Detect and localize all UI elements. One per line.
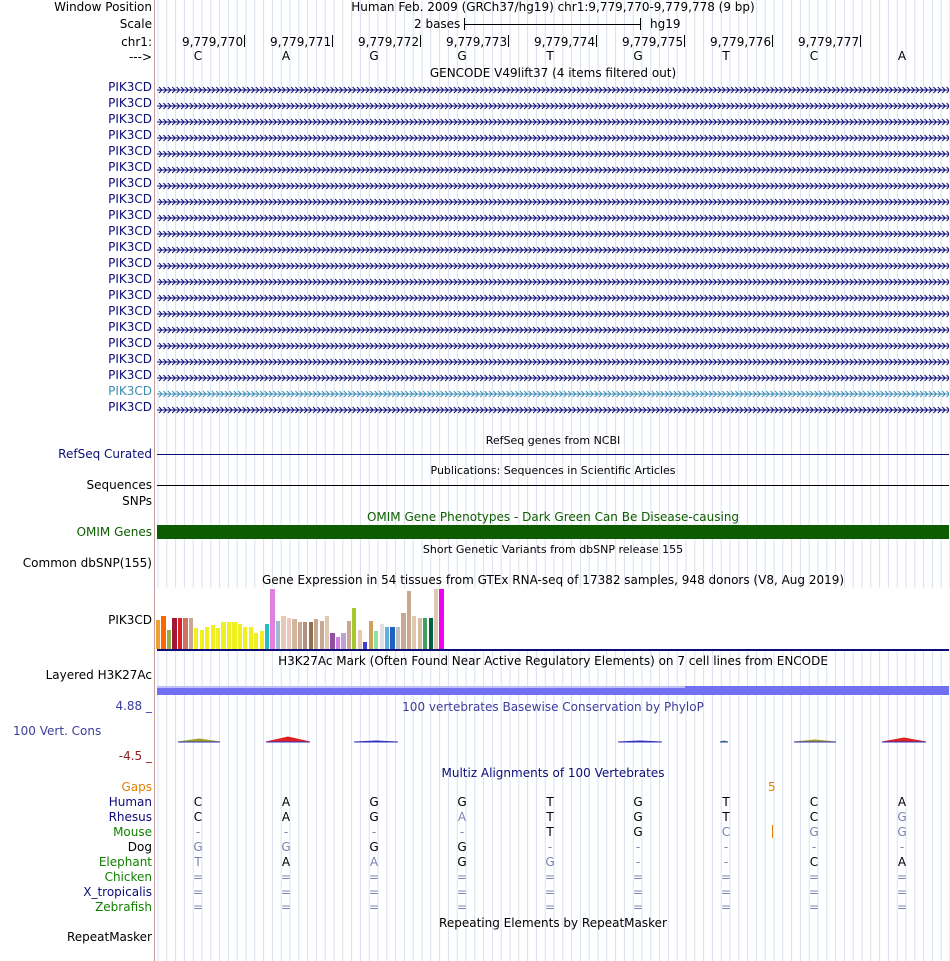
alignment-base: =: [280, 870, 292, 884]
phylop-max-label: 4.88 _: [115, 699, 152, 713]
gencode-gene-label[interactable]: PIK3CD: [108, 176, 152, 190]
position-tick: [332, 35, 333, 47]
position-tick: [244, 35, 245, 47]
phylop-title: 100 vertebrates Basewise Conservation by PhyloP: [402, 700, 704, 714]
alignment-base: A: [897, 855, 907, 869]
alignment-base: =: [808, 870, 820, 884]
position-label: 9,779,774: [534, 35, 596, 49]
gtex-tissue-bar[interactable]: [434, 589, 438, 649]
alignment-base: T: [194, 855, 202, 869]
gtex-tissue-bar[interactable]: [439, 589, 443, 649]
position-tick: [772, 35, 773, 47]
alignment-base: G: [193, 840, 203, 854]
gencode-gene-label[interactable]: PIK3CD: [108, 208, 152, 222]
gtex-tissue-bar[interactable]: [270, 589, 274, 649]
gencode-transcript[interactable]: [157, 387, 949, 395]
alignment-base: =: [368, 870, 380, 884]
gencode-gene-label[interactable]: PIK3CD: [108, 272, 152, 286]
gtex-title: Gene Expression in 54 tissues from GTEx RNA-seq of 17382 samples, 948 donors (V8, Aug 2019): [261, 573, 845, 587]
alignment-base: A: [281, 855, 291, 869]
species-label[interactable]: Dog: [127, 840, 152, 854]
publications-line[interactable]: [157, 485, 949, 486]
h3k27ac-label[interactable]: Layered H3K27Ac: [45, 668, 152, 682]
species-label[interactable]: Elephant: [98, 855, 152, 869]
species-label[interactable]: X_tropicalis: [83, 885, 152, 899]
gencode-transcript[interactable]: [157, 307, 949, 315]
dbsnp-title: Short Genetic Variants from dbSNP release 155: [422, 543, 684, 556]
gencode-gene-label[interactable]: PIK3CD: [108, 336, 152, 350]
position-label: 9,779,771: [270, 35, 332, 49]
alignment-base: =: [808, 885, 820, 899]
gtex-label[interactable]: PIK3CD: [108, 613, 152, 627]
gtex-tissue-bar[interactable]: [227, 622, 231, 649]
alignment-base: G: [897, 825, 907, 839]
gencode-gene-label[interactable]: PIK3CD: [108, 144, 152, 158]
phylop-graph[interactable]: [156, 730, 950, 755]
label-divider: [154, 0, 155, 961]
gencode-transcript[interactable]: [157, 179, 949, 187]
alignment-base: =: [808, 900, 820, 914]
position-label: 9,779,776: [710, 35, 772, 49]
gencode-gene-label[interactable]: PIK3CD: [108, 224, 152, 238]
alignment-base: -: [459, 825, 465, 839]
gtex-tissue-bar[interactable]: [418, 618, 422, 649]
gencode-gene-label[interactable]: PIK3CD: [108, 112, 152, 126]
position-tick: [508, 35, 509, 47]
gencode-gene-label[interactable]: PIK3CD: [108, 240, 152, 254]
alignment-base: =: [720, 900, 732, 914]
gencode-gene-label[interactable]: PIK3CD: [108, 80, 152, 94]
alignment-base: -: [899, 840, 905, 854]
position-label: 9,779,773: [446, 35, 508, 49]
gtex-tissue-bar[interactable]: [423, 618, 427, 649]
alignment-base: G: [809, 825, 819, 839]
alignment-base: G: [897, 810, 907, 824]
gtex-tissue-bar[interactable]: [216, 628, 220, 649]
gencode-gene-label[interactable]: PIK3CD: [108, 320, 152, 334]
base-letter: G: [457, 49, 467, 63]
phylop-peak: [266, 737, 310, 742]
alignment-base: C: [193, 810, 203, 824]
refseq-line[interactable]: [157, 454, 949, 455]
gtex-tissue-bar[interactable]: [194, 628, 198, 649]
gencode-transcript[interactable]: [157, 243, 949, 251]
phylop-peak: [882, 738, 926, 742]
gtex-tissue-bar[interactable]: [358, 630, 362, 649]
dbsnp-label[interactable]: Common dbSNP(155): [22, 556, 152, 570]
base-letter: T: [546, 49, 554, 63]
gencode-gene-label[interactable]: PIK3CD: [108, 128, 152, 142]
gencode-transcript[interactable]: [157, 99, 949, 107]
species-label[interactable]: Zebrafish: [95, 900, 152, 914]
alignment-base: =: [544, 870, 556, 884]
alignment-base: -: [723, 855, 729, 869]
alignment-base: G: [369, 795, 379, 809]
gtex-tissue-bar[interactable]: [314, 619, 318, 649]
gtex-tissue-bar[interactable]: [352, 608, 356, 649]
alignment-base: -: [283, 825, 289, 839]
position-tick: [860, 35, 861, 47]
gtex-tissue-bar[interactable]: [309, 622, 313, 649]
gtex-tissue-bar[interactable]: [200, 630, 204, 649]
gtex-tissue-bar[interactable]: [396, 627, 400, 649]
omim-title: OMIM Gene Phenotypes - Dark Green Can Be Disease-causing: [366, 510, 740, 524]
gtex-tissue-bar[interactable]: [374, 631, 378, 649]
position-tick: [684, 35, 685, 47]
position-label: 9,779,777: [798, 35, 860, 49]
alignment-base: A: [457, 810, 467, 824]
gencode-transcript[interactable]: [157, 163, 949, 171]
gencode-transcript[interactable]: [157, 275, 949, 283]
gtex-tissue-bar[interactable]: [407, 591, 411, 649]
gtex-tissue-bar[interactable]: [325, 616, 329, 649]
gencode-gene-label[interactable]: PIK3CD: [108, 192, 152, 206]
gencode-transcript[interactable]: [157, 147, 949, 155]
gtex-tissue-bar[interactable]: [265, 624, 269, 649]
h3k27ac-title: H3K27Ac Mark (Often Found Near Active Regulatory Elements) on 7 cell lines from ENCODE: [278, 654, 828, 668]
gtex-tissue-bar[interactable]: [363, 642, 367, 649]
refseq-label[interactable]: RefSeq Curated: [58, 447, 152, 461]
position-label: 9,779,775: [622, 35, 684, 49]
gtex-tissue-bar[interactable]: [320, 621, 324, 649]
alignment-base: G: [457, 795, 467, 809]
gencode-transcript[interactable]: [157, 339, 949, 347]
alignment-base: =: [632, 900, 644, 914]
gencode-title: GENCODE V49lift37 (4 items filtered out): [429, 66, 677, 80]
gtex-tissue-bar[interactable]: [183, 618, 187, 649]
gtex-tissue-bar[interactable]: [390, 627, 394, 649]
alignment-base: C: [809, 810, 819, 824]
gtex-tissue-bar[interactable]: [161, 616, 165, 649]
gtex-tissue-bar[interactable]: [281, 616, 285, 649]
omim-bar[interactable]: [157, 525, 949, 539]
gtex-tissue-bar[interactable]: [276, 621, 280, 649]
gtex-tissue-bar[interactable]: [254, 633, 258, 649]
alignment-base: G: [457, 840, 467, 854]
h3k27ac-signal-top: [157, 686, 685, 688]
publications-label[interactable]: Sequences: [86, 478, 152, 492]
gap-marker: [772, 825, 773, 838]
gencode-transcript[interactable]: [157, 83, 949, 91]
omim-label[interactable]: OMIM Genes: [76, 525, 152, 539]
gencode-gene-label[interactable]: PIK3CD: [108, 304, 152, 318]
position-label: 9,779,770: [182, 35, 244, 49]
alignment-base: =: [456, 870, 468, 884]
gtex-tissue-bar[interactable]: [205, 627, 209, 649]
gtex-tissue-bar[interactable]: [298, 622, 302, 649]
alignment-base: -: [811, 840, 817, 854]
alignment-base: A: [897, 795, 907, 809]
window-position-label: Window Position: [54, 0, 152, 14]
alignment-base: -: [635, 855, 641, 869]
alignment-base: =: [280, 900, 292, 914]
base-letter: T: [722, 49, 730, 63]
alignment-base: -: [195, 825, 201, 839]
gtex-tissue-bar[interactable]: [401, 613, 405, 649]
gtex-tissue-bar[interactable]: [189, 618, 193, 649]
alignment-base: =: [192, 900, 204, 914]
scale-bar: [464, 24, 641, 25]
alignment-base: G: [633, 795, 643, 809]
gtex-tissue-bar[interactable]: [156, 620, 160, 649]
scale-assembly: hg19: [650, 17, 681, 31]
alignment-base: -: [371, 825, 377, 839]
alignment-base: C: [193, 795, 203, 809]
alignment-base: A: [281, 810, 291, 824]
gtex-tissue-bar[interactable]: [385, 627, 389, 649]
gencode-gene-label[interactable]: PIK3CD: [108, 96, 152, 110]
publications-title: Publications: Sequences in Scientific Articles: [430, 464, 676, 477]
alignment-base: -: [547, 840, 553, 854]
gencode-gene-label[interactable]: PIK3CD: [108, 256, 152, 270]
phylop-label[interactable]: 100 Vert. Cons: [13, 724, 102, 738]
alignment-base: C: [721, 825, 731, 839]
alignment-base: C: [809, 855, 819, 869]
gtex-tissue-bar[interactable]: [347, 621, 351, 649]
alignment-base: =: [896, 885, 908, 899]
gencode-transcript[interactable]: [157, 131, 949, 139]
alignment-base: =: [368, 885, 380, 899]
gtex-tissue-bar[interactable]: [178, 618, 182, 649]
gtex-tissue-bar[interactable]: [380, 624, 384, 649]
strand-label: --->: [128, 50, 152, 64]
base-letter: A: [281, 49, 291, 63]
phylop-min-label: -4.5 _: [118, 749, 152, 763]
gtex-tissue-bar[interactable]: [232, 622, 236, 649]
gencode-transcript[interactable]: [157, 355, 949, 363]
gencode-transcript[interactable]: [157, 195, 949, 203]
gtex-tissue-bar[interactable]: [336, 637, 340, 649]
gencode-transcript[interactable]: [157, 227, 949, 235]
base-letter: G: [369, 49, 379, 63]
gencode-transcript[interactable]: [157, 371, 949, 379]
alignment-base: G: [281, 840, 291, 854]
base-letter: G: [633, 49, 643, 63]
alignment-base: =: [280, 885, 292, 899]
alignment-base: T: [546, 825, 554, 839]
gtex-tissue-bar[interactable]: [172, 618, 176, 649]
gtex-tissue-bar[interactable]: [303, 622, 307, 649]
base-letter: A: [897, 49, 907, 63]
gap-count: 5: [768, 780, 776, 794]
gtex-tissue-bar[interactable]: [243, 627, 247, 649]
species-label[interactable]: Mouse: [113, 825, 152, 839]
gencode-gene-label[interactable]: PIK3CD: [108, 384, 152, 398]
gtex-tissue-bar[interactable]: [292, 619, 296, 649]
multiz-title: Multiz Alignments of 100 Vertebrates: [441, 766, 665, 780]
alignment-base: =: [896, 870, 908, 884]
gencode-transcript[interactable]: [157, 291, 949, 299]
position-tick: [420, 35, 421, 47]
position-tick: [596, 35, 597, 47]
alignment-base: =: [896, 900, 908, 914]
alignment-base: -: [723, 840, 729, 854]
gencode-gene-label[interactable]: PIK3CD: [108, 368, 152, 382]
alignment-base: =: [192, 870, 204, 884]
alignment-base: T: [722, 810, 730, 824]
gtex-tissue-bar[interactable]: [260, 631, 264, 649]
base-letter: C: [809, 49, 819, 63]
alignment-base: -: [635, 840, 641, 854]
gtex-tissue-bar[interactable]: [211, 625, 215, 649]
alignment-base: =: [456, 900, 468, 914]
alignment-base: A: [281, 795, 291, 809]
gtex-tissue-bar[interactable]: [429, 618, 433, 649]
species-label[interactable]: Rhesus: [108, 810, 152, 824]
chrom-label: chr1:: [121, 35, 152, 49]
gencode-gene-label[interactable]: PIK3CD: [108, 160, 152, 174]
gtex-tissue-bar[interactable]: [330, 633, 334, 649]
position-label: 9,779,772: [358, 35, 420, 49]
gtex-tissue-bar[interactable]: [238, 624, 242, 649]
alignment-base: =: [720, 870, 732, 884]
gencode-transcript[interactable]: [157, 115, 949, 123]
gencode-transcript[interactable]: [157, 323, 949, 331]
species-label[interactable]: Human: [108, 795, 152, 809]
species-label[interactable]: Chicken: [104, 870, 152, 884]
gencode-transcript[interactable]: [157, 211, 949, 219]
gencode-gene-label[interactable]: PIK3CD: [108, 400, 152, 414]
refseq-title: RefSeq genes from NCBI: [485, 434, 621, 447]
alignment-base: =: [456, 885, 468, 899]
alignment-base: =: [368, 900, 380, 914]
gtex-tissue-bar[interactable]: [369, 621, 373, 649]
gencode-transcript[interactable]: [157, 259, 949, 267]
alignment-base: G: [633, 810, 643, 824]
gaps-label: Gaps: [121, 780, 152, 794]
alignment-base: G: [369, 810, 379, 824]
gtex-tissue-bar[interactable]: [249, 627, 253, 649]
gtex-baseline: [157, 649, 949, 651]
gtex-tissue-bar[interactable]: [221, 622, 225, 649]
base-letter: C: [193, 49, 203, 63]
gtex-tissue-bar[interactable]: [287, 618, 291, 649]
alignment-base: =: [544, 900, 556, 914]
alignment-base: =: [192, 885, 204, 899]
gtex-tissue-bar[interactable]: [341, 633, 345, 649]
alignment-base: G: [545, 855, 555, 869]
alignment-base: T: [722, 795, 730, 809]
snps-label[interactable]: SNPs: [122, 494, 152, 508]
alignment-base: G: [633, 825, 643, 839]
repeatmasker-title: Repeating Elements by RepeatMasker: [439, 916, 667, 930]
alignment-base: G: [369, 840, 379, 854]
alignment-base: =: [632, 870, 644, 884]
repeatmasker-label[interactable]: RepeatMasker: [66, 930, 152, 944]
gtex-tissue-bar[interactable]: [412, 616, 416, 649]
alignment-base: A: [369, 855, 379, 869]
gencode-transcript[interactable]: [157, 403, 949, 411]
gencode-gene-label[interactable]: PIK3CD: [108, 288, 152, 302]
alignment-base: T: [546, 795, 554, 809]
window-position-text: Human Feb. 2009 (GRCh37/hg19) chr1:9,779,770-9,779,778 (9 bp): [351, 0, 755, 14]
alignment-base: T: [546, 810, 554, 824]
gtex-tissue-bar[interactable]: [167, 630, 171, 649]
alignment-base: G: [457, 855, 467, 869]
alignment-base: =: [720, 885, 732, 899]
alignment-base: =: [632, 885, 644, 899]
alignment-base: =: [544, 885, 556, 899]
scale-text: 2 bases: [414, 17, 461, 31]
scale-label: Scale: [119, 17, 152, 31]
gencode-gene-label[interactable]: PIK3CD: [108, 352, 152, 366]
scale-bar-right: [640, 18, 641, 30]
alignment-base: C: [809, 795, 819, 809]
